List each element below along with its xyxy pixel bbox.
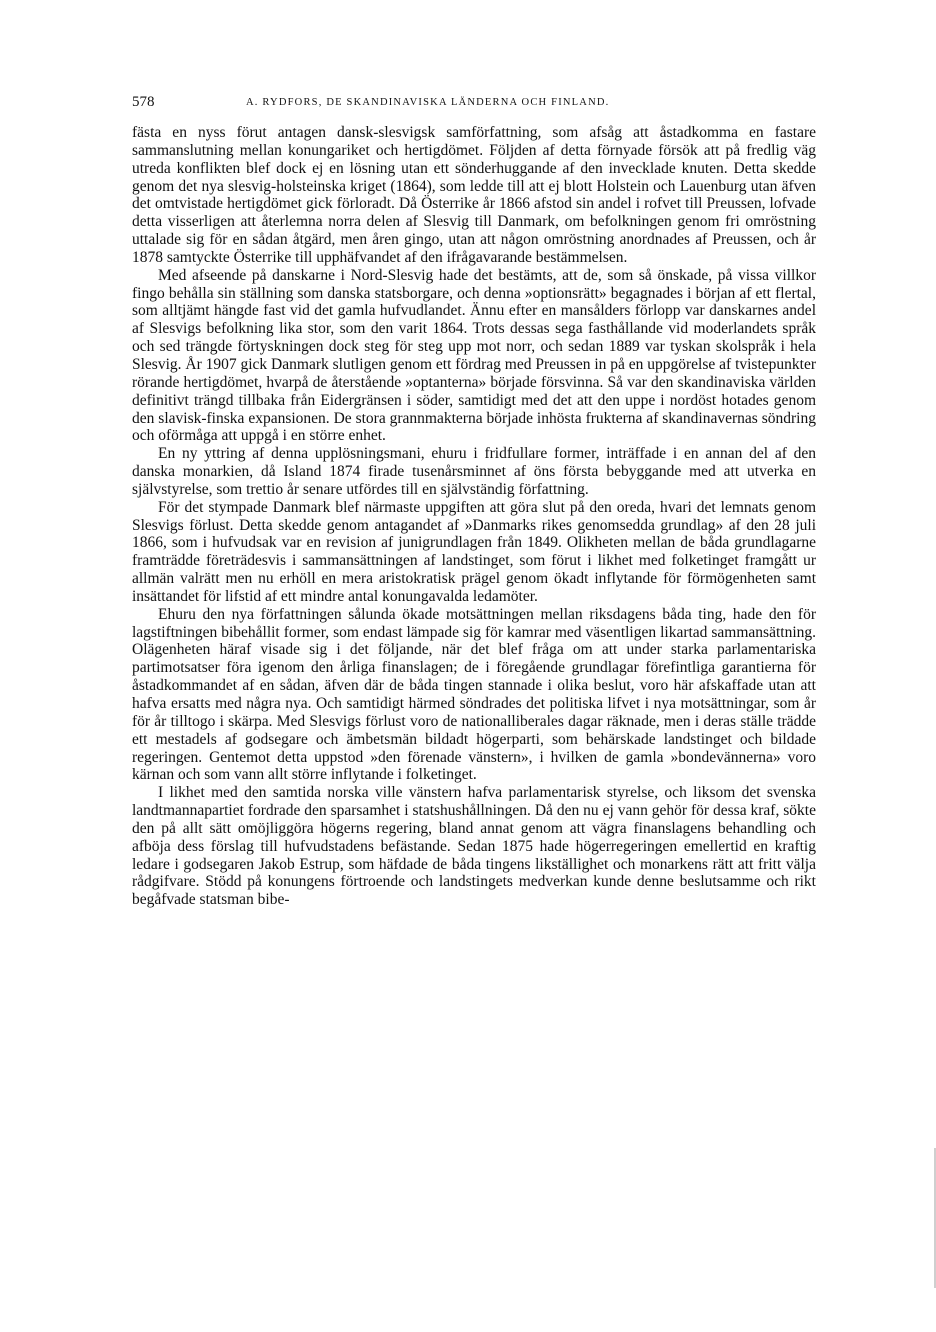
page-header (132, 94, 816, 112)
running-head: A. RYDFORS, DE SKANDINAVISKA LÄNDERNA OCH FINLAND. (246, 97, 610, 108)
paragraph: För det stympade Danmark blef närmaste uppgiften att göra slut på den oreda, hvari det lemnats genom Slesvigs förlust. Detta skedde genom antagandet af »Danmarks rikes genomsedda grundlag» af den 28 juli 1866, som i hufvudsak var en revision af junigrundlagen från 1849. Olikheten mellan de båda grundlagarne framträdde företrädesvis i sammansättningen af landstinget, som förut i likhet med folketinget framgått ur allmän valrätt men nu erhöll en mera aristokratisk prägel genom ökadt inflytande för förmögenheten samt insättandet för lifstid af ett mindre antal konungavalda ledamöter. (132, 498, 816, 605)
paragraph: Ehuru den nya författningen sålunda ökade motsättningen mellan riksdagens båda ting, hade den för lagstiftningen bibehållit former, som endast lämpade sig för kamrar med väsentligen likartad sammansättning. Olägenheten häraf visade sig i det följande, när det blef fråga om att under starka parlamentariska partimotsatser föra igenom den årliga finanslagen; de i föregående grundlagar förefintliga garantierna för åstadkommandet af en sådan, äfven där de båda tingen stannade i olika beslut, voro här afskaffade utan att hafva ersatts med några nya. Och samtidigt härmed söndrades det politiska lifvet i nya motsättningar, som år för år tilltogo i skärpa. Med Slesvigs förlust voro de nationalliberales dagar räknade, men i deras ställe trädde ett mestadels af godsegare och ämbetsmän bildadt högerparti, som behärskade landstinget och bildade regeringen. Gentemot detta uppstod »den förenade vänstern», i hvilken de gamla »bondevännerna» voro kärnan och som vann allt större inflytande i folketinget. (132, 605, 816, 784)
page-number: 578 (132, 94, 155, 110)
body-text (132, 124, 816, 909)
paragraph: fästa en nyss förut antagen dansk-slesvigsk samförfattning, som afsåg att åstadkomma en fastare sammanslutning mellan konungariket och hertigdömet. Följden af detta förnyade försök att på fredlig väg utreda konflikten blef dock ej en lösning utan ett sönderhuggande af den invecklade knuten. Detta skedde genom det nya slesvig-holsteinska kriget (1864), som ledde till att ej blott Holstein och Lauenburg utan äfven det omtvistade hertigdömet gick förloradt. Då Österrike år 1866 afstod sin andel i rofvet till Preussen, lofvade detta visserligen att återlemna norra delen af Slesvig till Danmark, om befolkningen genom fri omröstning uttalade sig för en sådan åtgärd, men åren gingo, utan att någon omröstning anordnades af Preussen, och år 1878 samtyckte Österrike till upphäfvandet af den ifrågavarande bestämmelsen. (132, 124, 816, 266)
paragraph: En ny yttring af denna upplösningsmani, ehuru i fridfullare former, inträffade i en annan del af den danska monarkien, då Island 1874 firade tusenårsminnet af öns första bebyggande med att utverka en självstyrelse, som trettio år senare utfördes till en självständig författning. (132, 445, 816, 498)
paragraph: I likhet med den samtida norska ville vänstern hafva parlamentarisk styrelse, och liksom det svenska landtmannapartiet fordrade den sparsamhet i statshushållningen. Då den nu ej vann gehör för dessa kraf, sökte den på allt sätt omöjliggöra högerns regering, bland annat genom att vägra finanslagens behandling och afböja dess förslag till hufvudstadens befästande. Sedan 1875 hade högerregeringen emellertid en kraftig ledare i godsegaren Jakob Estrup, som häfdade de båda tingens likställighet och monarkens rätt att fritt välja rådgifvare. Stödd på konungens förtroende och landstingets medverkan kunde denne beslutsamme och rikt begåfvade statsman bibe- (132, 784, 816, 909)
paragraph: Med afseende på danskarne i Nord-Slesvig hade det bestämts, att de, som så önskade, på vissa villkor fingo behålla sin ställning som danska statsborgare, och denna »optionsrätt» begagnades i början af ett flertal, som alltjämt hängde fast vid det gamla hufvudlandet. Ännu efter en mansålders förlopp var danskarnes andel af Slesvigs befolkning lika stor, som den varit 1864. Trots dessas sega fasthållande vid moderlandets språk och sed trängde förtyskningen dock steg för steg upp mot norr, och sedan 1889 var tyskan skolspråk i hela Slesvig. År 1907 gick Danmark slutligen genom ett fördrag med Preussen in på en uppgörelse af tvistepunkter rörande hertigdömet, hvarpå de återstående »optanterna» började försvinna. Så var den skandinaviska världen definitivt trängd tillbaka från Eidergränsen i söder, samtidigt med det att den uppe i nordöst hotades genom den slavisk-finska expansionen. De stora grannmakterna började inhösta frukterna af skandinavernas söndring och oförmåga att uppgå i en större enhet. (132, 266, 816, 445)
